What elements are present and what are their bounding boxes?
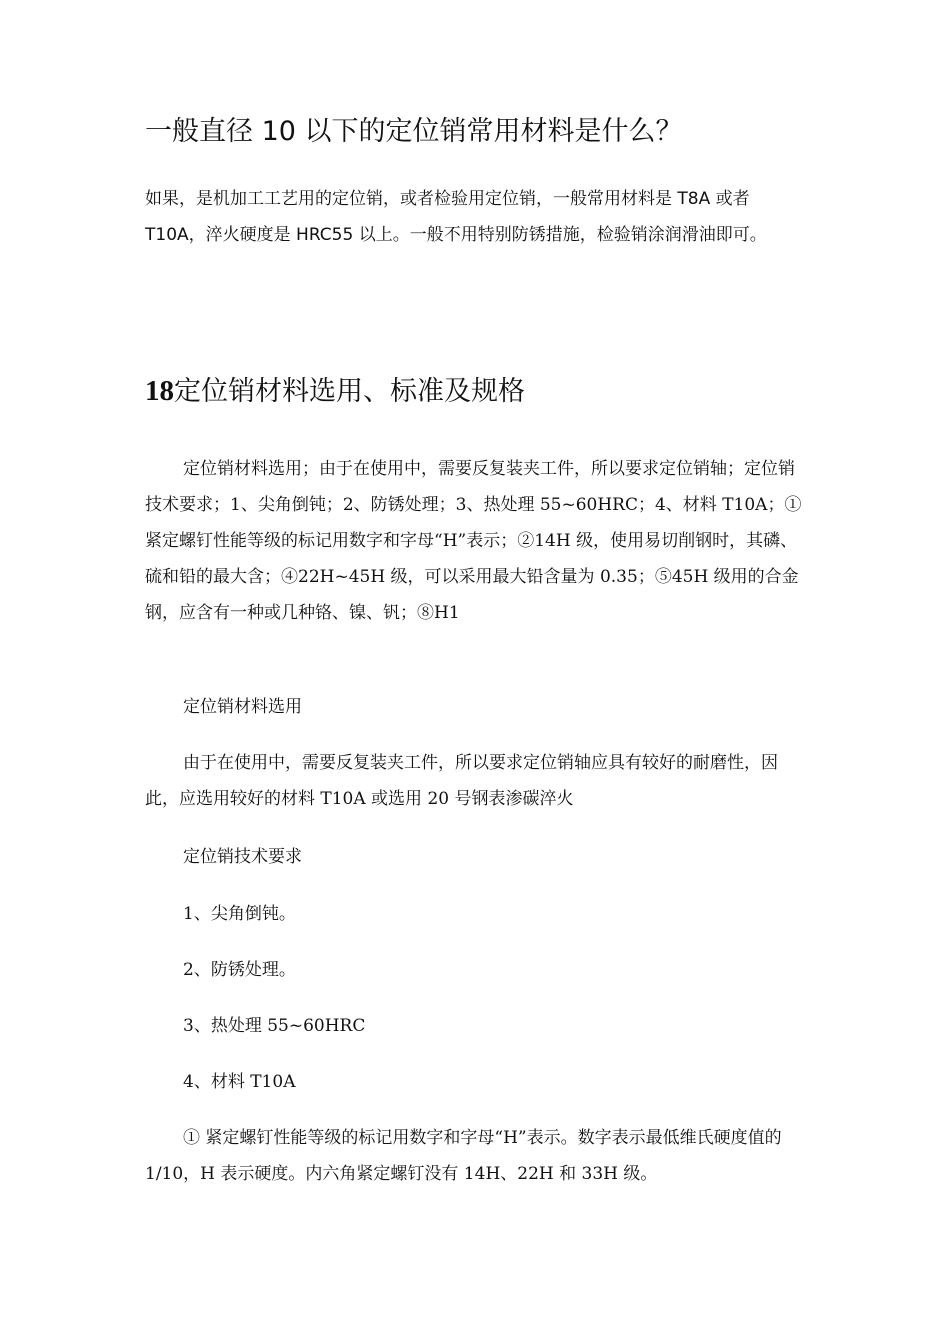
section-2-title-text: 定位销材料选用、标准及规格 <box>174 376 525 407</box>
section-1-title: 一般直径 10 以下的定位销常用材料是什么？ <box>145 116 683 147</box>
material-heading: 定位销材料选用 <box>183 697 302 717</box>
tech-item: 2、防锈处理。 <box>183 960 296 980</box>
material-body: 由于在使用中，需要反复装夹工件，所以要求定位销轴应具有较好的耐磨性，因此，应选用较好的材料 T10A 或选用 20 号钢表渗碳淬火 <box>145 753 778 809</box>
section-2-title-number: 18 <box>145 375 174 407</box>
section-2-title <box>145 372 807 411</box>
section-2-summary: 定位销材料选用；由于在使用中，需要反复装夹工件，所以要求定位销轴；定位销技术要求；1、尖角倒钝；2、防锈处理；3、热处理 55~60HRC；4、材料 T10A；①紧定螺钉性能等级的标记用数字和字母“H”表示；②14H 级，使用易切削钢时，其磷、硫和铅的最大含；④22H~45H 级，可以采用最大铅含量为 0.35；⑤45H 级用的合金钢，应含有一种或几种铬、镍、钒；⑧H1 <box>145 459 802 623</box>
screw-grade-note: ① 紧定螺钉性能等级的标记用数字和字母“H”表示。数字表示最低维氏硬度值的 1/10，H 表示硬度。内六角紧定螺钉没有 14H、22H 和 33H 级。 <box>145 1128 782 1184</box>
tech-item: 1、尖角倒钝。 <box>183 904 296 924</box>
tech-requirements-heading: 定位销技术要求 <box>183 847 302 867</box>
tech-item: 3、热处理 55~60HRC <box>183 1016 366 1036</box>
section-1-body: 如果，是机加工工艺用的定位销，或者检验用定位销，一般常用材料是 T8A 或者 T10A，淬火硬度是 HRC55 以上。一般不用特别防锈措施，检验销涂润滑油即可。 <box>145 189 767 245</box>
tech-item: 4、材料 T10A <box>183 1072 296 1092</box>
